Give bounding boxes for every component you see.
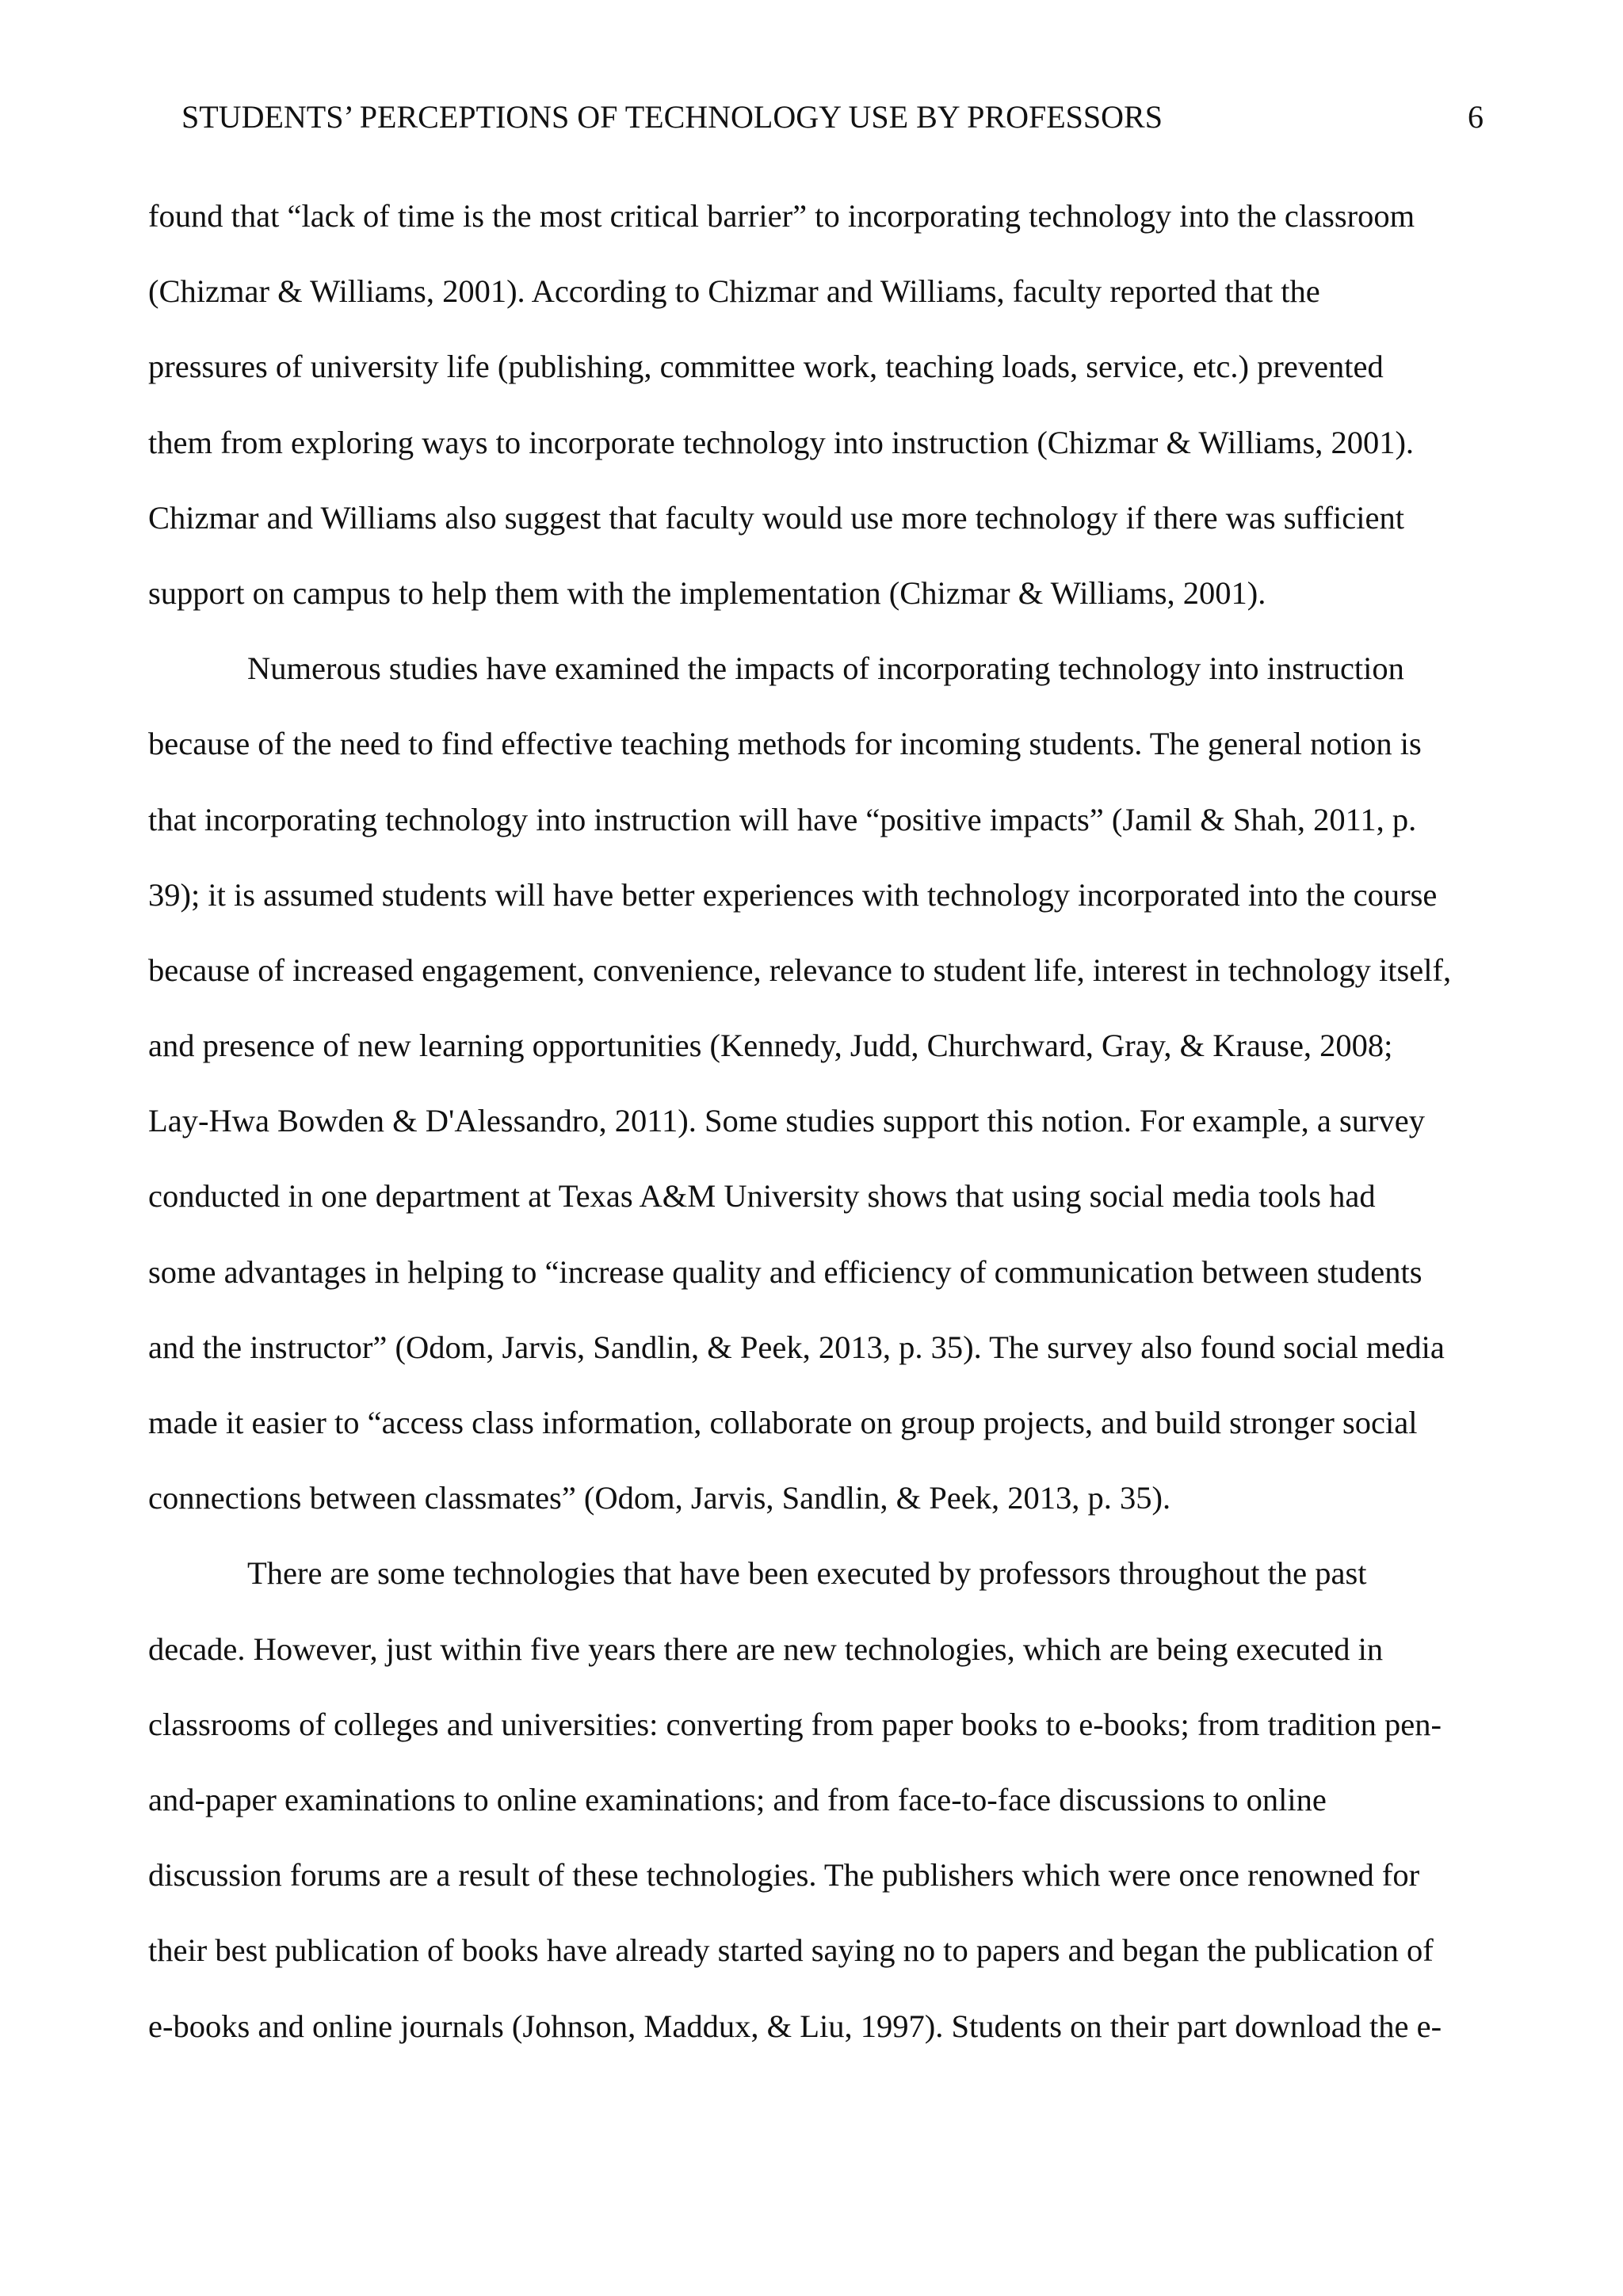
text-line: connections between classmates” (Odom, Jarvis, Sandlin, & Peek, 2013, p. 35).: [148, 1480, 1171, 1516]
text-line: decade. However, just within five years there are new technologies, which are being executed in: [148, 1630, 1384, 1667]
text-line: Chizmar and Williams also suggest that faculty would use more technology if there was sufficient: [148, 499, 1404, 536]
text-line: Lay-Hwa Bowden & D'Alessandro, 2011). Some studies support this notion. For example, a survey: [148, 1103, 1425, 1139]
text-line: and the instructor” (Odom, Jarvis, Sandlin, & Peek, 2013, p. 35). The survey also found social media: [148, 1329, 1445, 1365]
text-line: and presence of new learning opportunities (Kennedy, Judd, Churchward, Gray, & Krause, 2008;: [148, 1028, 1393, 1064]
text-line: 39); it is assumed students will have better experiences with technology incorporated into the course: [148, 876, 1438, 913]
paragraph-first-line: There are some technologies that have been executed by professors throughout the past: [247, 1555, 1367, 1592]
text-line: pressures of university life (publishing, committee work, teaching loads, service, etc.) prevented: [148, 349, 1384, 385]
text-line: discussion forums are a result of these technologies. The publishers which were once renowned for: [148, 1857, 1420, 1894]
text-line: made it easier to “access class information, collaborate on group projects, and build stronger social: [148, 1405, 1418, 1440]
paragraph-first-line: Numerous studies have examined the impacts of incorporating technology into instruction: [247, 650, 1404, 687]
body-text: [148, 194, 1495, 2080]
running-head: [181, 97, 1484, 138]
text-line: because of the need to find effective teaching methods for incoming students. The general notion is: [148, 726, 1422, 762]
running-head-title: STUDENTS’ PERCEPTIONS OF TECHNOLOGY USE BY PROFESSORS: [181, 99, 1163, 135]
text-line: and-paper examinations to online examinations; and from face-to-face discussions to online: [148, 1781, 1327, 1817]
text-line: e-books and online journals (Johnson, Maddux, & Liu, 1997). Students on their part download the e-: [148, 2008, 1442, 2044]
text-line: that incorporating technology into instruction will have “positive impacts” (Jamil & Shah, 2011, p.: [148, 801, 1417, 837]
text-line: (Chizmar & Williams, 2001). According to Chizmar and Williams, faculty reported that the: [148, 273, 1320, 310]
text-line: found that “lack of time is the most critical barrier” to incorporating technology into the classroom: [148, 198, 1415, 234]
text-line: some advantages in helping to “increase quality and efficiency of communication between students: [148, 1253, 1423, 1290]
text-line: because of increased engagement, convenience, relevance to student life, interest in technology itself,: [148, 952, 1452, 988]
text-line: support on campus to help them with the implementation (Chizmar & Williams, 2001).: [148, 574, 1266, 611]
text-line: them from exploring ways to incorporate technology into instruction (Chizmar & Williams, 2001).: [148, 424, 1415, 460]
text-line: conducted in one department at Texas A&M University shows that using social media tools had: [148, 1178, 1376, 1215]
text-line: their best publication of books have already started saying no to papers and began the publication of: [148, 1932, 1434, 1969]
page-number: 6: [1468, 99, 1484, 135]
text-line: classrooms of colleges and universities: converting from paper books to e-books; from tradition pen-: [148, 1706, 1442, 1742]
